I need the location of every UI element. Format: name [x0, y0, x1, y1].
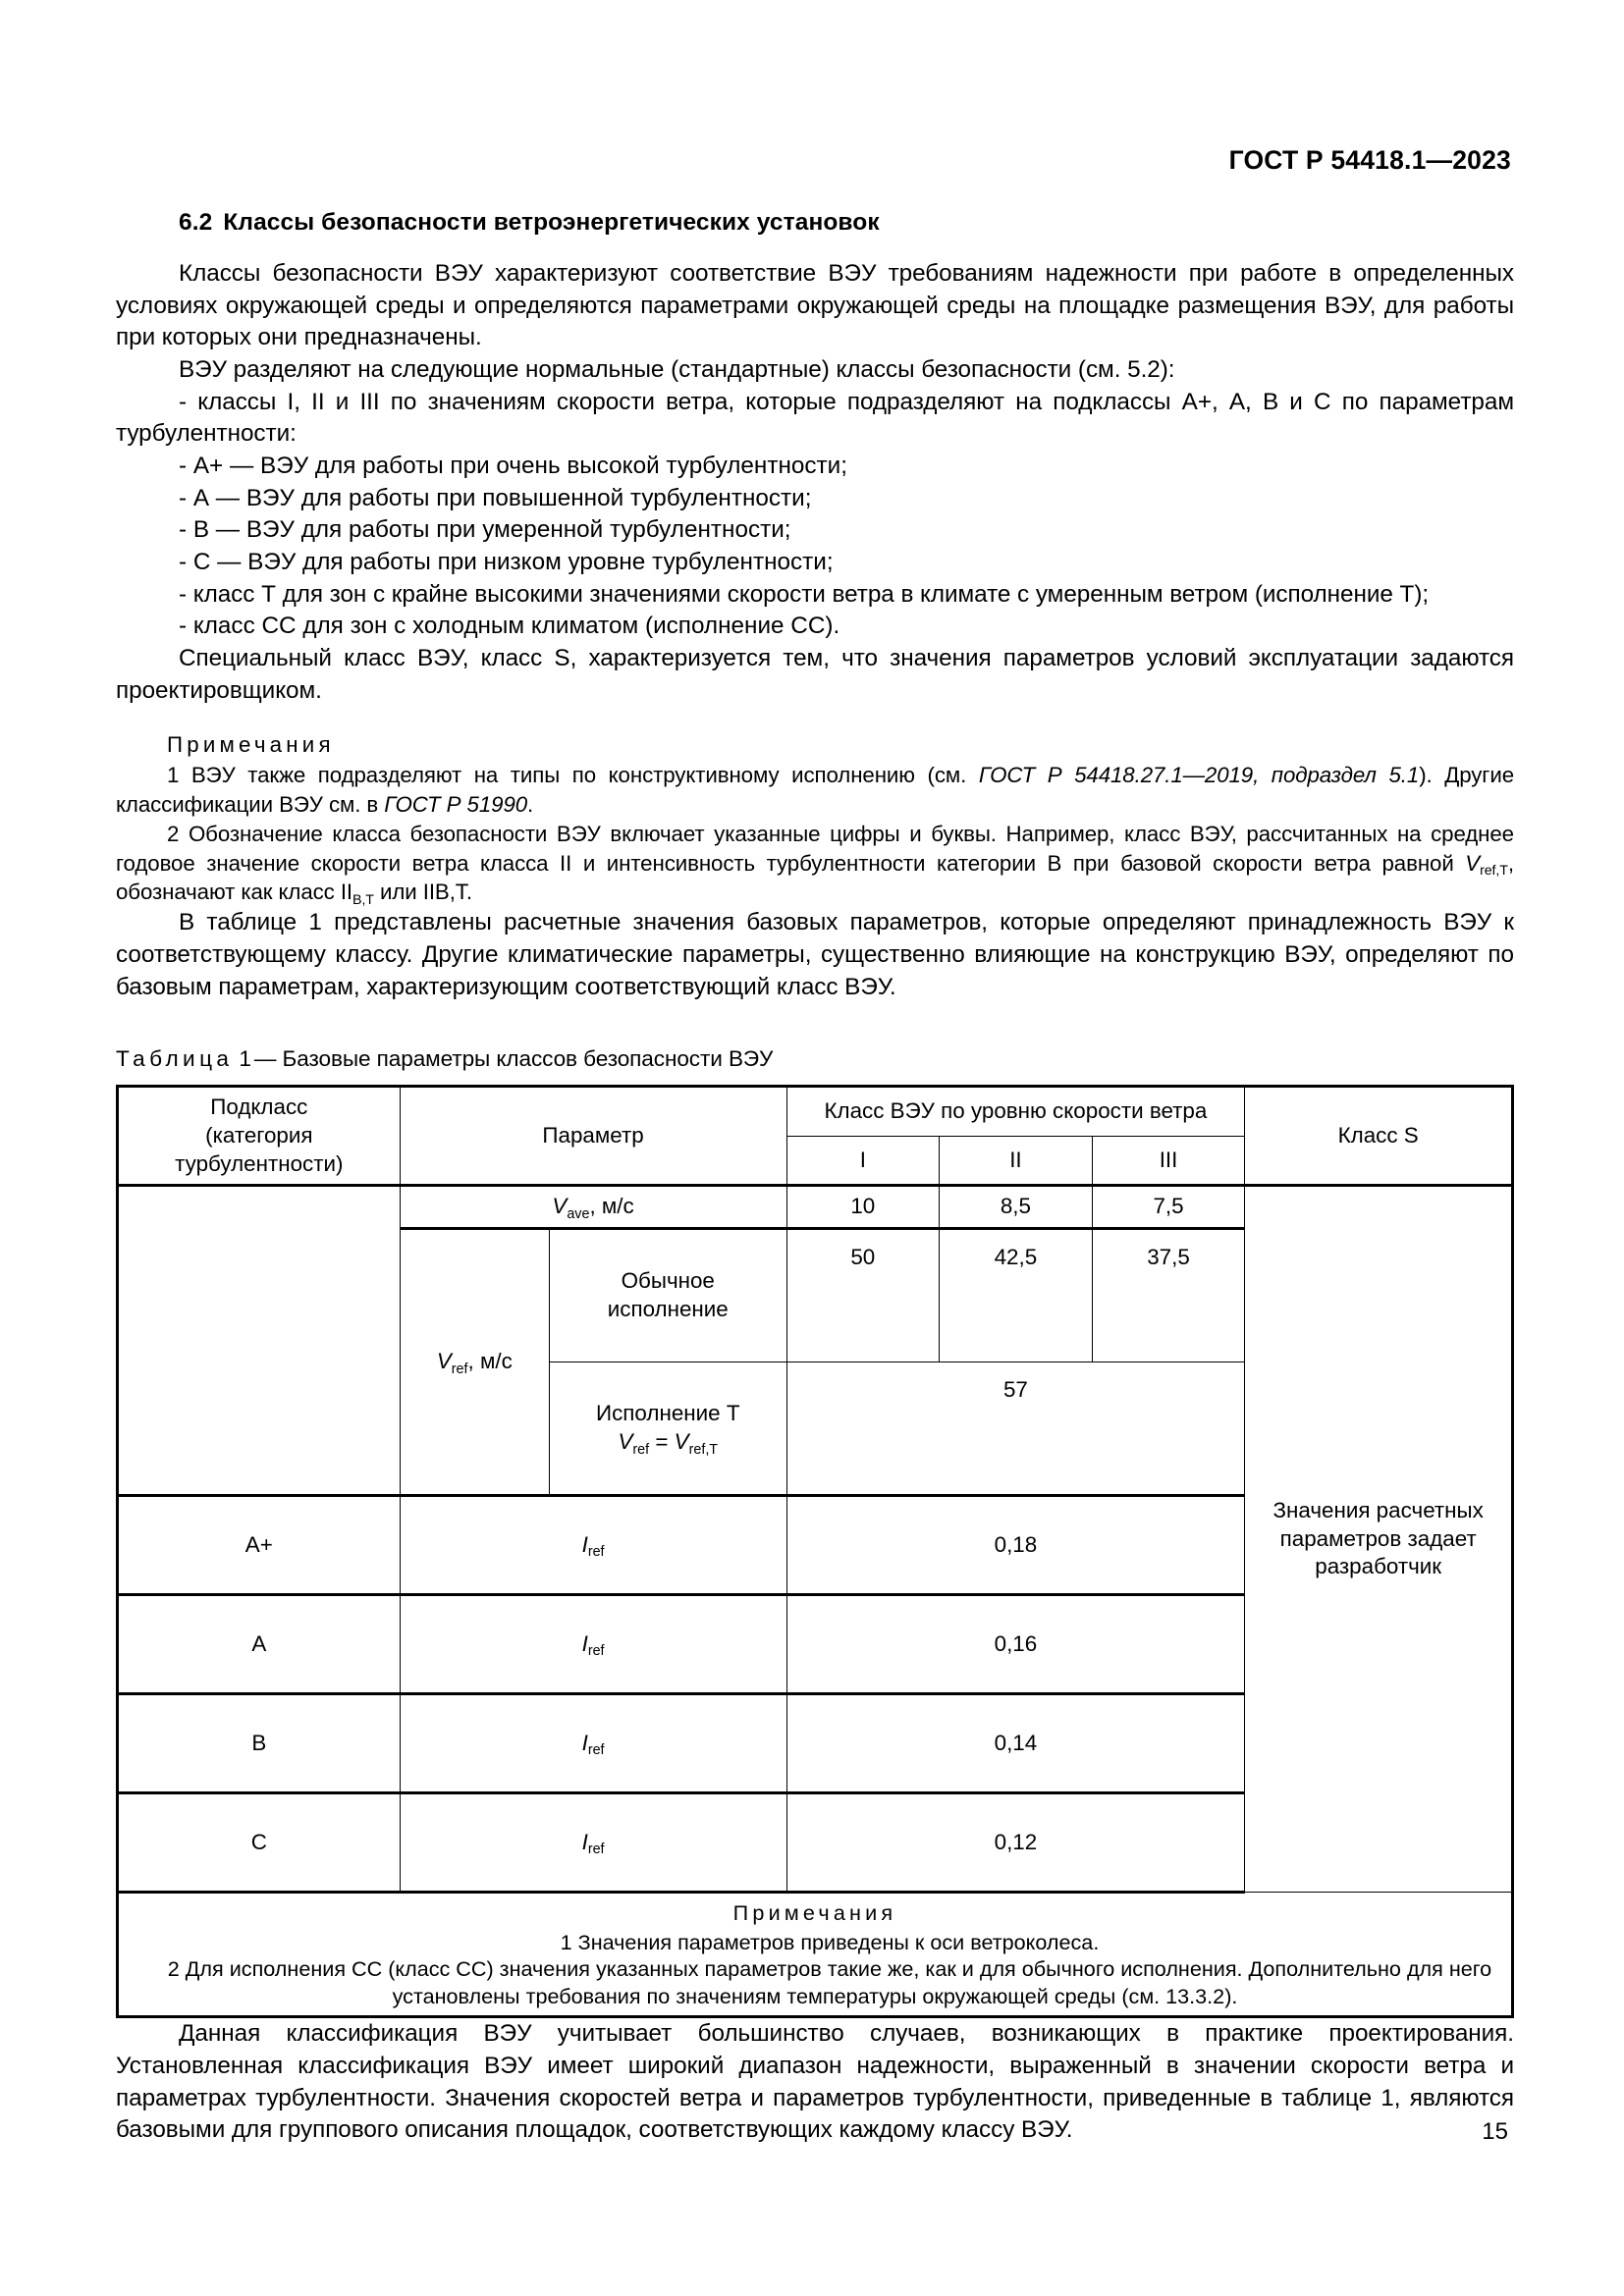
- header-wind-class-group: Класс ВЭУ по уровню скорости ветра: [786, 1087, 1245, 1137]
- cell-vref-class-i: 50: [786, 1228, 940, 1362]
- cell-param-iref-a: [400, 1594, 786, 1693]
- table-footnotes-row: [118, 1892, 1513, 2017]
- cell-vref-t-label: [550, 1362, 786, 1495]
- vref-t-subscript-1: ref: [632, 1441, 650, 1458]
- table-row-vave: [118, 1186, 1513, 1229]
- vref-t-line2: [556, 1428, 780, 1457]
- closing-paragraph: Данная классификация ВЭУ учитывает большинство случаев, возникающих в практике проектирования. Установленная классификация ВЭУ имеет широкий диапазон надежности, выраженный в значении скорости ветра и параметрах турбулентности. Значения скоростей ветра и параметров турбулентности, приведенные в таблице 1, являются базовыми для группового описания площадок, соответствующих каждому классу ВЭУ.: [116, 2020, 1514, 2144]
- vref-symbol: V: [436, 1349, 452, 1374]
- cell-subclass-empty: [118, 1186, 401, 1496]
- header-subclass-line2: (категория турбулентности): [175, 1122, 344, 1176]
- list-item-b: - В — ВЭУ для работы при умеренной турбулентности;: [179, 516, 791, 544]
- table-footnotes-title: Примечания: [732, 1899, 897, 1925]
- list-item-cc: - класс СС для зон с холодным климатом (исполнение СС).: [179, 613, 840, 640]
- cell-param-iref-b: [400, 1693, 786, 1792]
- iref-symbol-b: I: [581, 1730, 588, 1755]
- vref-t-equals: =: [649, 1428, 675, 1454]
- iref-subscript-b: ref: [587, 1742, 605, 1759]
- iref-subscript-a: ref: [587, 1643, 605, 1660]
- cell-subclass-a-plus: А+: [118, 1495, 401, 1594]
- paragraph-4: Специальный класс ВЭУ, класс S, характеризуется тем, что значения параметров условий эксплуатации задаются проектировщиком.: [116, 645, 1514, 704]
- page-number: 15: [1482, 2118, 1508, 2145]
- iref-subscript-c: ref: [587, 1842, 605, 1858]
- body-note-2-var: V: [1465, 850, 1481, 876]
- body-note-2-part1: 2 Обозначение класса безопасности ВЭУ включает указанные цифры и буквы. Например, класс ВЭУ, рассчитанных на среднее годовое значение скорости ветра класса II и интенсивность турбулентности категории В при базовой скорости ветра равной: [116, 821, 1514, 876]
- table-head-row-1: [118, 1087, 1513, 1137]
- list-item-a-plus: - А+ — ВЭУ для работы при очень высокой турбулентности;: [179, 453, 847, 480]
- cell-vref-class-iii: 37,5: [1092, 1228, 1245, 1362]
- running-header: ГОСТ Р 54418.1—2023: [1228, 145, 1511, 175]
- cell-param-vref: [400, 1228, 549, 1495]
- vref-t-symbol-1: V: [618, 1428, 633, 1454]
- list-item-a: - А — ВЭУ для работы при повышенной турбулентности;: [179, 484, 812, 511]
- table-head: [118, 1087, 1513, 1186]
- iref-symbol-c: I: [581, 1829, 588, 1854]
- list-item-t: - класс Т для зон с крайне высокими значениями скорости ветра в климате с умеренным ветром (исполнение Т);: [179, 580, 1430, 608]
- vref-t-symbol-2: V: [674, 1428, 689, 1454]
- header-parameter: Параметр: [400, 1087, 786, 1186]
- vref-normal-line2: исполнение: [607, 1296, 729, 1321]
- cell-iref-value-c: 0,12: [786, 1792, 1245, 1892]
- iref-subscript-a-plus: ref: [587, 1544, 605, 1561]
- body-notes: [116, 732, 1514, 907]
- cell-vave-class-ii: 8,5: [940, 1186, 1093, 1229]
- cell-param-vave: [400, 1186, 786, 1229]
- table-caption-word: Таблица: [116, 1046, 234, 1072]
- section-title-text: Классы безопасности ветроэнергетических установок: [223, 209, 880, 236]
- body-note-2-var-sub: ref,T: [1480, 863, 1508, 880]
- cell-param-iref-c: [400, 1792, 786, 1892]
- cell-vref-class-ii: 42,5: [940, 1228, 1093, 1362]
- vref-subscript: ref: [451, 1361, 468, 1377]
- cell-iref-value-a: 0,16: [786, 1594, 1245, 1693]
- header-class-iii: III: [1092, 1136, 1245, 1186]
- body-note-2-sub2: B,T: [352, 892, 374, 909]
- body-note-1-part3: .: [527, 792, 534, 818]
- body-note-1: [116, 761, 1514, 820]
- base-parameters-table: [116, 1085, 1514, 2018]
- section-heading: [116, 209, 1514, 237]
- header-subclass-line1: Подкласс: [210, 1095, 308, 1120]
- vave-symbol: V: [552, 1194, 568, 1219]
- vave-subscript: ave: [567, 1205, 590, 1222]
- cell-vref-t-value: 57: [786, 1362, 1245, 1495]
- paragraph-1: Классы безопасности ВЭУ характеризуют соответствие ВЭУ требованиям надежности при работе в определенных условиях окружающей среды и определяются параметрами окружающей среды на площадке размещения ВЭУ, для работы при которых они предназначены.: [116, 260, 1514, 351]
- body-note-1-ref2: ГОСТ Р 51990: [384, 792, 528, 818]
- body-note-1-part1: 1 ВЭУ также подразделяют на типы по конструктивному исполнению (см.: [167, 763, 979, 788]
- vref-normal-line1: Обычное: [621, 1268, 715, 1294]
- table-footnote-2: 2 Для исполнения СС (класс СС) значения указанных параметров такие же, как и для обычного исполнения. Дополнительно для него установлены требования по значениям температуры окружающей среды (см. 13.3.2).: [167, 1956, 1492, 2008]
- cell-vave-class-iii: 7,5: [1092, 1186, 1245, 1229]
- iref-symbol-a: I: [581, 1630, 588, 1656]
- vref-t-subscript-2: ref,T: [688, 1441, 719, 1458]
- cell-iref-value-b: 0,14: [786, 1693, 1245, 1792]
- cell-iref-value-a-plus: 0,18: [786, 1495, 1245, 1594]
- cell-subclass-c: С: [118, 1792, 401, 1892]
- list-item-c: - С — ВЭУ для работы при низком уровне турбулентности;: [179, 549, 834, 576]
- table-caption-number: 1: [239, 1046, 251, 1072]
- header-subclass: [118, 1087, 401, 1186]
- page-content: [116, 209, 1514, 2147]
- vave-unit: , м/с: [589, 1194, 634, 1219]
- table-caption-text: Базовые параметры классов безопасности ВЭУ: [282, 1046, 774, 1072]
- iref-symbol-a-plus: I: [581, 1531, 588, 1557]
- cell-param-iref-a-plus: [400, 1495, 786, 1594]
- table-footnote-1: 1 Значения параметров приведены к оси ветроколеса.: [560, 1929, 1100, 1954]
- body-note-1-ref1: ГОСТ Р 54418.27.1—2019, подраздел 5.1: [978, 763, 1420, 788]
- paragraph-2: ВЭУ разделяют на следующие нормальные (стандартные) классы безопасности (см. 5.2):: [179, 356, 1175, 384]
- body-notes-title: Примечания: [167, 732, 335, 758]
- header-class-s: Класс S: [1245, 1087, 1513, 1186]
- vref-t-line1: Исполнение Т: [596, 1401, 740, 1426]
- body-note-1-part2: ). Другие классификации ВЭУ см. в: [116, 763, 1514, 818]
- cell-subclass-b: В: [118, 1693, 401, 1792]
- table-caption-dash: —: [253, 1046, 277, 1072]
- cell-subclass-a: А: [118, 1594, 401, 1693]
- cell-vref-normal-label: [550, 1228, 786, 1362]
- header-class-ii: II: [940, 1136, 1093, 1186]
- paragraph-5: В таблице 1 представлены расчетные значения базовых параметров, которые определяют принадлежность ВЭУ к соответствующему классу. Другие климатические параметры, существенно влияющие на конструкцию ВЭУ, определяют по базовым параметрам, характеризующим соответствующий класс ВЭУ.: [116, 909, 1514, 1000]
- header-class-i: I: [786, 1136, 940, 1186]
- table-footnotes: [118, 1892, 1513, 2017]
- body-note-2-part2: , обозначают как класс II: [116, 850, 1514, 905]
- section-number: 6.2: [179, 209, 213, 236]
- table-body: [118, 1186, 1513, 2017]
- vref-unit: , м/с: [467, 1349, 513, 1374]
- cell-vave-class-i: 10: [786, 1186, 940, 1229]
- body-note-2: [116, 820, 1514, 907]
- table-caption: [116, 1046, 1514, 1072]
- body-note-2-part3: или IIВ,Т.: [373, 880, 472, 905]
- cell-class-s-value: Значения расчетных параметров задает разработчик: [1245, 1186, 1513, 1893]
- paragraph-3: - классы I, II и III по значениям скорости ветра, которые подразделяют на подклассы А+, А, В и С по параметрам турбулентности:: [116, 388, 1514, 448]
